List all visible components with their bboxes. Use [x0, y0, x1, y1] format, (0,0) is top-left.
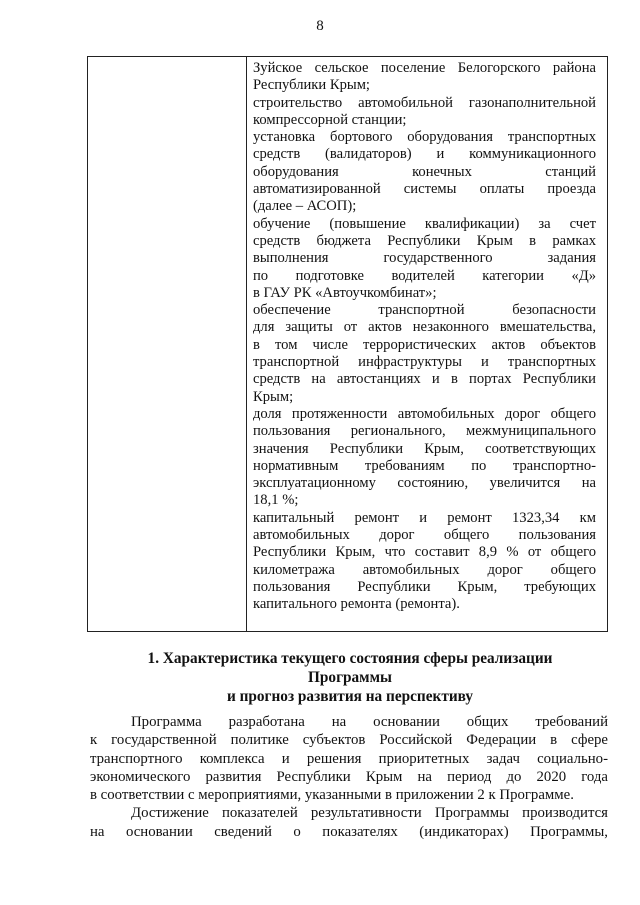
- table-cell-line: в том числе террористических актов объектов: [253, 336, 596, 353]
- table-cell-line: выполнения государственного задания: [253, 250, 596, 267]
- table-cell-line: оборудования конечных станций: [253, 163, 596, 180]
- table-cell-line: транспортной инфраструктуры и транспортных: [253, 354, 596, 371]
- heading-line: 1. Характеристика текущего состояния сферы реализации: [147, 650, 553, 667]
- table-cell-line: значения Республики Крым, соответствующих: [253, 440, 596, 457]
- table-cell-line: средств (валидаторов) и коммуникационного: [253, 146, 596, 163]
- table-cell-line: эксплуатационному состоянию, увеличится на: [253, 475, 596, 492]
- heading-line: и прогноз развития на перспективу: [226, 688, 474, 705]
- table-cell-line: пользования Республики Крым, требующих: [253, 578, 596, 595]
- program-table: [87, 56, 608, 632]
- table-cell-line: обеспечение транспортной безопасности: [253, 302, 596, 319]
- column-divider: [246, 57, 247, 631]
- table-cell-line: километража автомобильных дорог общего: [253, 561, 596, 578]
- table-cell-line: установка бортового оборудования транспортных: [253, 129, 596, 146]
- body-line: транспортного комплекса и решения приоритетных задач социально-: [90, 750, 608, 767]
- body-paragraphs: [90, 713, 608, 841]
- table-cell-line: 18,1 %;: [253, 492, 299, 509]
- table-cell-line: в ГАУ РК «Автоучкомбинат»;: [253, 284, 437, 301]
- table-cell-text: [253, 60, 596, 614]
- table-cell-line: средств бюджета Республики Крым в рамках: [253, 232, 596, 249]
- table-cell-line: капитального ремонта (ремонта).: [253, 596, 460, 613]
- table-cell-line: автомобильных дорог общего пользования: [253, 527, 596, 544]
- body-line: экономического развития Республики Крым на период до 2020 года: [90, 768, 608, 785]
- section-heading: [90, 649, 610, 706]
- table-cell-line: Крым;: [253, 388, 294, 405]
- table-cell-line: по подготовке водителей категории «Д»: [253, 267, 596, 284]
- table-cell-line: средств на автостанциях и в портах Республики: [253, 371, 596, 388]
- body-line: Достижение показателей результативности Программы производится: [131, 805, 608, 822]
- table-cell-line: нормативным требованиям по транспортно-: [253, 457, 596, 474]
- table-cell-line: автоматизированной системы оплаты проезда: [253, 181, 596, 198]
- heading-line: Программы: [308, 669, 392, 686]
- table-cell-line: (далее – АСОП);: [253, 198, 357, 215]
- body-line: к государственной политике субъектов Российской Федерации в сфере: [90, 732, 608, 749]
- table-cell-line: для защиты от актов незаконного вмешательства,: [253, 319, 596, 336]
- body-line: Программа разработана на основании общих требований: [131, 714, 608, 730]
- table-cell-line: Республики Крым;: [253, 77, 370, 94]
- table-cell-line: Зуйское сельское поселение Белогорского района: [253, 60, 596, 76]
- body-line: в соответствии с мероприятиями, указанными в приложении 2 к Программе.: [90, 787, 574, 804]
- body-line: на основании сведений о показателях (индикаторах) Программы,: [90, 823, 608, 840]
- page-number: 8: [316, 18, 324, 34]
- table-cell-line: строительство автомобильной газонаполнительной: [253, 94, 596, 111]
- table-cell-line: капитальный ремонт и ремонт 1323,34 км: [253, 509, 596, 526]
- table-cell-line: пользования регионального, межмуниципального: [253, 423, 596, 440]
- table-cell-line: обучение (повышение квалификации) за счет: [253, 215, 596, 232]
- table-cell-line: компрессорной станции;: [253, 111, 407, 128]
- table-cell-line: доля протяженности автомобильных дорог общего: [253, 405, 596, 422]
- table-cell-line: Республики Крым, что составит 8,9 % от общего: [253, 544, 596, 561]
